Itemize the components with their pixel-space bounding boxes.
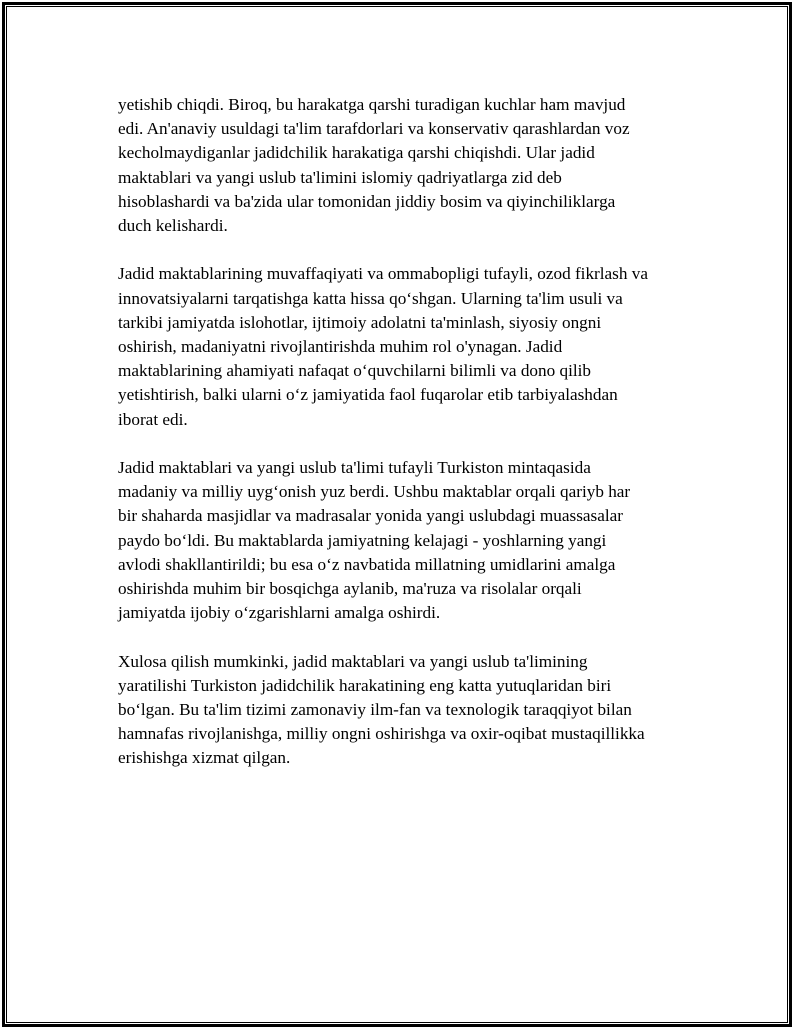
paragraph-1: yetishib chiqdi. Biroq, bu harakatga qarshi turadigan kuchlar ham mavjud edi. An'anaviy usuldagi ta'lim tarafdorlari va konservativ qarashlardan voz kecholmaydiganlar jadidchilik harakatiga qarshi chiqishdi. Ular jadid maktablari va yangi uslub ta'limini islomiy qadriyatlarga zid deb hisoblashardi va ba'zida ular tomonidan jiddiy bosim va qiyinchiliklarga duch kelishardi. — [118, 95, 630, 236]
paragraph-2: Jadid maktablarining muvaffaqiyati va ommabopligi tufayli, ozod fikrlash va innovatsiyalarni tarqatishga katta hissa qo‘shgan. Ularning ta'lim usuli va tarkibi jamiyatda islohotlar, ijtimoiy adolatni ta'minlash, siyosiy ongni oshirish, madaniyatni rivojlantirishda muhim rol o'ynagan. Jadid maktablarining ahamiyati nafaqat o‘quvchilarni bilimli va dono qilib yetishtirish, balki ularni o‘z jamiyatida faol fuqarolar etib tarbiyalashdan iborat edi. — [118, 264, 648, 429]
paragraph-3: Jadid maktablari va yangi uslub ta'limi tufayli Turkiston mintaqasida madaniy va milliy uyg‘onish yuz berdi. Ushbu maktablar orqali qariyb har bir shaharda masjidlar va madrasalar yonida yangi uslubdagi muassasalar paydo bo‘ldi. Bu maktablarda jamiyatning kelajagi - yoshlarning yangi avlodi shakllantirildi; bu esa o‘z navbatida millatning umidlarini amalga oshirishda muhim bir bosqichga aylanib, ma'ruza va risolalar orqali jamiyatda ijobiy o‘zgarishlarni amalga oshirdi. — [118, 458, 631, 623]
document-body — [118, 93, 698, 795]
paragraph-4: Xulosa qilish mumkinki, jadid maktablari va yangi uslub ta'limining yaratilishi Turkiston jadidchilik harakatining eng katta yutuqlaridan biri bo‘lgan. Bu ta'lim tizimi zamonaviy ilm-fan va texnologik taraqqiyot bilan hamnafas rivojlanishga, milliy ongni oshirishga va oxir-oqibat mustaqillikka erishishga xizmat qilgan. — [118, 651, 645, 768]
